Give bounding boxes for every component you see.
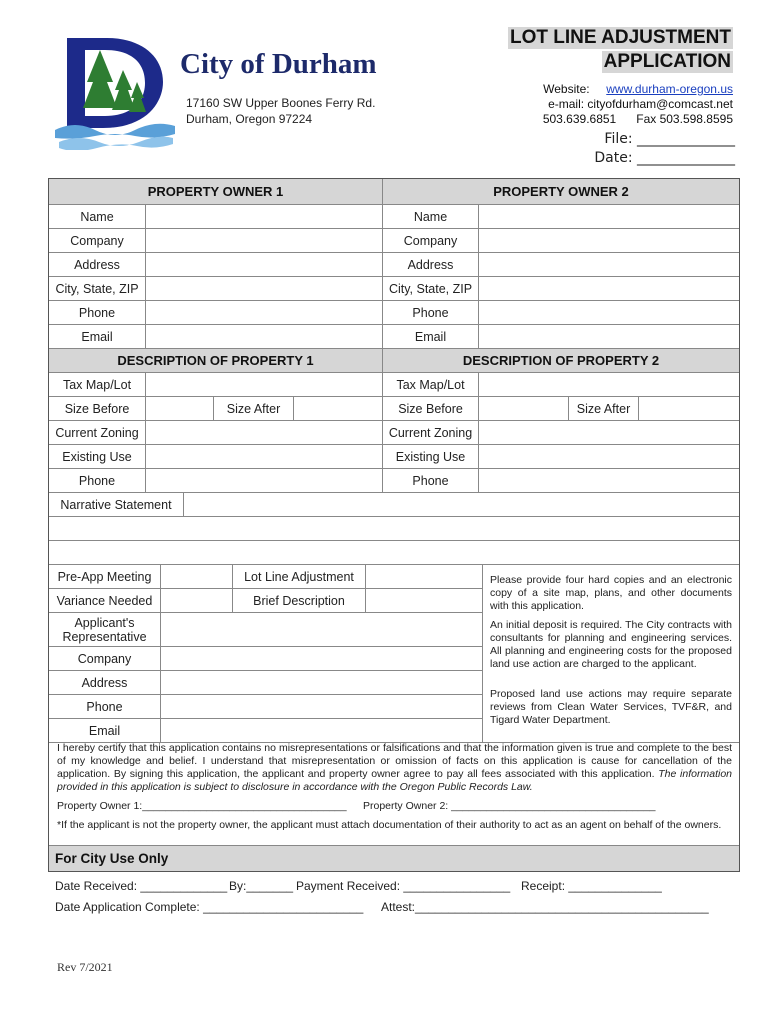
payment-received-field[interactable]: Payment Received: ________________ [296,879,511,893]
narrative-input-line-2[interactable] [49,517,739,541]
variance-input[interactable] [161,589,233,613]
lot-line-label: Lot Line Adjustment [233,565,366,589]
prop2-zoning-input[interactable] [479,421,739,445]
narrative-label: Narrative Statement [49,493,184,517]
rep-company-label: Company [49,647,161,671]
representative-label-line-2: Representative [62,629,147,644]
prop1-size-after-input[interactable] [294,397,383,421]
prop2-phone-input[interactable] [479,469,739,493]
note-deposit: An initial deposit is required. The City contracts with consultants for planning and engineering services. All planning and engineering costs for the proposed land use action are charged to the applicant. [490,619,732,670]
owner1-phone-input[interactable] [146,301,383,325]
owner2-company-input[interactable] [479,229,739,253]
form-title-line-1: LOT LINE ADJUSTMENT [510,27,731,48]
prop2-size-before-input[interactable] [479,397,569,421]
brief-description-label: Brief Description [233,589,366,613]
received-by-field[interactable]: By:_______ [229,879,294,893]
email-line: e-mail: cityofdurham@comcast.net [548,97,733,111]
owner2-name-label: Name [383,205,479,229]
website-link[interactable]: www.durham-oregon.us [606,82,733,96]
narrative-input-line-3[interactable] [49,541,739,565]
rep-address-input[interactable] [161,671,483,695]
date-received-field[interactable]: Date Received: _____________ [55,879,228,893]
representative-input[interactable] [161,613,483,647]
prop1-size-before-input[interactable] [146,397,214,421]
owner2-city-input[interactable] [479,277,739,301]
public-records-note: The information provided in this application is subject to disclosure in accordance with the Oregon Public Records Law. [57,768,733,793]
owner1-name-input[interactable] [146,205,383,229]
application-form [48,178,740,872]
prop1-size-before-label: Size Before [49,397,146,421]
owner2-city-label: City, State, ZIP [383,277,479,301]
owner1-name-label: Name [49,205,146,229]
pre-app-label: Pre-App Meeting [49,565,161,589]
owner1-email-input[interactable] [146,325,383,349]
owner1-city-input[interactable] [146,277,383,301]
prop1-zoning-input[interactable] [146,421,383,445]
prop1-use-input[interactable] [146,445,383,469]
owner1-address-input[interactable] [146,253,383,277]
rep-phone-label: Phone [49,695,161,719]
prop2-phone-label: Phone [383,469,479,493]
prop1-zoning-label: Current Zoning [49,421,146,445]
owner2-name-input[interactable] [479,205,739,229]
phone-fax-line [543,112,733,126]
note-reviews: Proposed land use actions may require separate reviews from Clean Water Services, TVF&R, and Tigard Water Department. [490,688,732,726]
representative-label [49,613,161,647]
owner2-email-label: Email [383,325,479,349]
owner1-phone-label: Phone [49,301,146,325]
prop2-taxmap-label: Tax Map/Lot [383,373,479,397]
owner2-heading: PROPERTY OWNER 2 [383,179,739,205]
owner1-heading: PROPERTY OWNER 1 [49,179,383,205]
form-title-line-2: APPLICATION [603,51,731,72]
rep-address-label: Address [49,671,161,695]
owner1-company-input[interactable] [146,229,383,253]
rep-email-input[interactable] [161,719,483,743]
owner2-address-input[interactable] [479,253,739,277]
representative-label-line-1: Applicant's [74,615,135,630]
city-use-heading: For City Use Only [49,846,739,871]
property2-heading: DESCRIPTION OF PROPERTY 2 [383,349,739,373]
owner2-signature-line[interactable]: Property Owner 2: ___________________________________ [363,800,656,812]
file-field[interactable]: File: ______________ [604,131,735,147]
lot-line-input[interactable] [366,565,483,589]
prop2-use-input[interactable] [479,445,739,469]
phone-number: 503.639.6851 [542,112,617,126]
prop1-phone-input[interactable] [146,469,383,493]
brief-description-input[interactable] [366,589,483,613]
attest-field[interactable]: Attest:____________________________________________ [381,900,709,914]
prop1-size-after-label: Size After [214,397,294,421]
property1-heading: DESCRIPTION OF PROPERTY 1 [49,349,383,373]
rep-company-input[interactable] [161,647,483,671]
city-logo [55,30,175,150]
website-label: Website: [543,82,590,96]
address-line-1: 17160 SW Upper Boones Ferry Rd. [186,96,376,110]
narrative-input-line-1[interactable] [184,493,739,517]
date-complete-field[interactable]: Date Application Complete: ________________________ [55,900,364,914]
address-line-2: Durham, Oregon 97224 [186,112,313,126]
org-name: City of Durham [180,48,377,80]
fax-number: Fax 503.598.8595 [636,112,733,126]
prop2-size-after-label: Size After [569,397,639,421]
prop1-phone-label: Phone [49,469,146,493]
note-copies: Please provide four hard copies and an electronic copy of a site map, plans, and other documents with this application. [490,574,732,612]
certification-text [57,742,732,794]
rep-phone-input[interactable] [161,695,483,719]
prop1-use-label: Existing Use [49,445,146,469]
prop2-taxmap-input[interactable] [479,373,739,397]
prop1-taxmap-input[interactable] [146,373,383,397]
owner1-address-label: Address [49,253,146,277]
prop2-size-after-input[interactable] [639,397,739,421]
owner2-company-label: Company [383,229,479,253]
prop2-zoning-label: Current Zoning [383,421,479,445]
owner2-phone-label: Phone [383,301,479,325]
revision-label: Rev 7/2021 [57,960,113,974]
owner1-signature-line[interactable]: Property Owner 1:___________________________________ [57,800,347,812]
owner1-company-label: Company [49,229,146,253]
owner1-city-label: City, State, ZIP [49,277,146,301]
date-field[interactable]: Date: ______________ [594,150,735,166]
agent-note: *If the applicant is not the property owner, the applicant must attach documentation of their authority to act as an agent on behalf of the owners. [57,819,722,831]
owner2-phone-input[interactable] [479,301,739,325]
prop2-size-before-label: Size Before [383,397,479,421]
receipt-field[interactable]: Receipt: ______________ [521,879,662,893]
website-line [543,82,733,96]
owner2-email-input[interactable] [479,325,739,349]
variance-label: Variance Needed [49,589,161,613]
certification-statement: I hereby certify that this application contains no misrepresentations or falsifications and that the information given is true and complete to the best of my knowledge and belief. I understand that misrepresentation or omission of facts on this application is cause for cancellation of the application. By signing this application, the applicant and property owner agree to pay all fees associated with this application. [57,742,732,780]
prop1-taxmap-label: Tax Map/Lot [49,373,146,397]
rep-email-label: Email [49,719,161,743]
pre-app-input[interactable] [161,565,233,589]
owner1-email-label: Email [49,325,146,349]
prop2-use-label: Existing Use [383,445,479,469]
owner2-address-label: Address [383,253,479,277]
